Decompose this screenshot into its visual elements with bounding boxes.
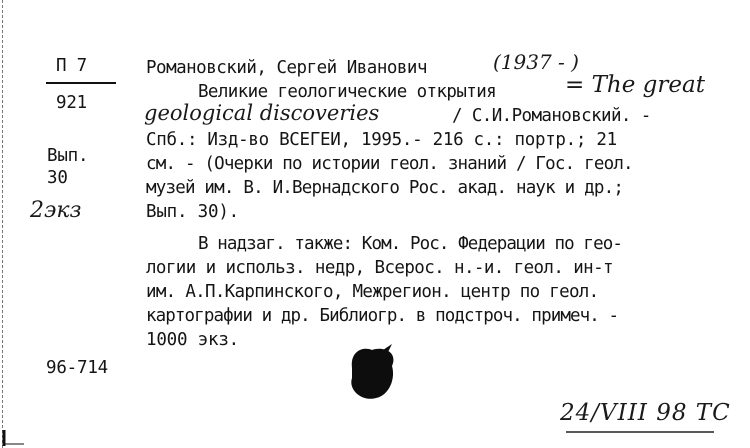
accession-number: 96-714 xyxy=(46,358,109,378)
record-series-end: Вып. 30). xyxy=(146,202,240,222)
record-note-2: логии и использ. недр, Всерос. н.-и. геол. ин-т xyxy=(146,258,613,278)
record-series: см. - (Очерки по истории геол. знаний / Гос. геол. xyxy=(146,154,633,174)
heading-date-note: (1937 - ) xyxy=(493,50,579,74)
record-title: Великие геологические открытия xyxy=(198,82,497,102)
record-print-run: 1000 экз. xyxy=(146,330,240,350)
shelf-number: 921 xyxy=(56,93,88,113)
record-series-cont: музей им. В. И.Вернадского Рос. акад. наук и др.; xyxy=(146,178,624,198)
shelf-code: П 7 xyxy=(56,56,88,76)
record-heading: Романовский, Сергей Иванович xyxy=(146,58,428,78)
handwritten-date: 24/VIII 98 TC xyxy=(560,400,731,426)
record-note-1: В надзаг. также: Ком. Рос. Федерации по гео- xyxy=(198,234,622,254)
record-imprint: Спб.: Изд-во ВСЕГЕИ, 1995.- 216 с.: портр.; 21 xyxy=(146,130,617,150)
record-note-4: картографии и др. Библиогр. в подстроч. примеч. - xyxy=(146,306,619,326)
issue-number: 30 xyxy=(47,168,68,188)
issue-label: Вып. xyxy=(47,146,89,166)
handwritten-translation-1: = The great xyxy=(565,72,705,98)
record-note-3: им. А.П.Карпинского, Межрегион. центр по геол. xyxy=(146,282,599,302)
copies-note: 2экз xyxy=(30,198,82,223)
ink-blot xyxy=(351,349,393,399)
record-responsibility: / С.И.Романовский. - xyxy=(452,106,651,126)
handwritten-translation-2: geological discoveries xyxy=(144,101,380,125)
